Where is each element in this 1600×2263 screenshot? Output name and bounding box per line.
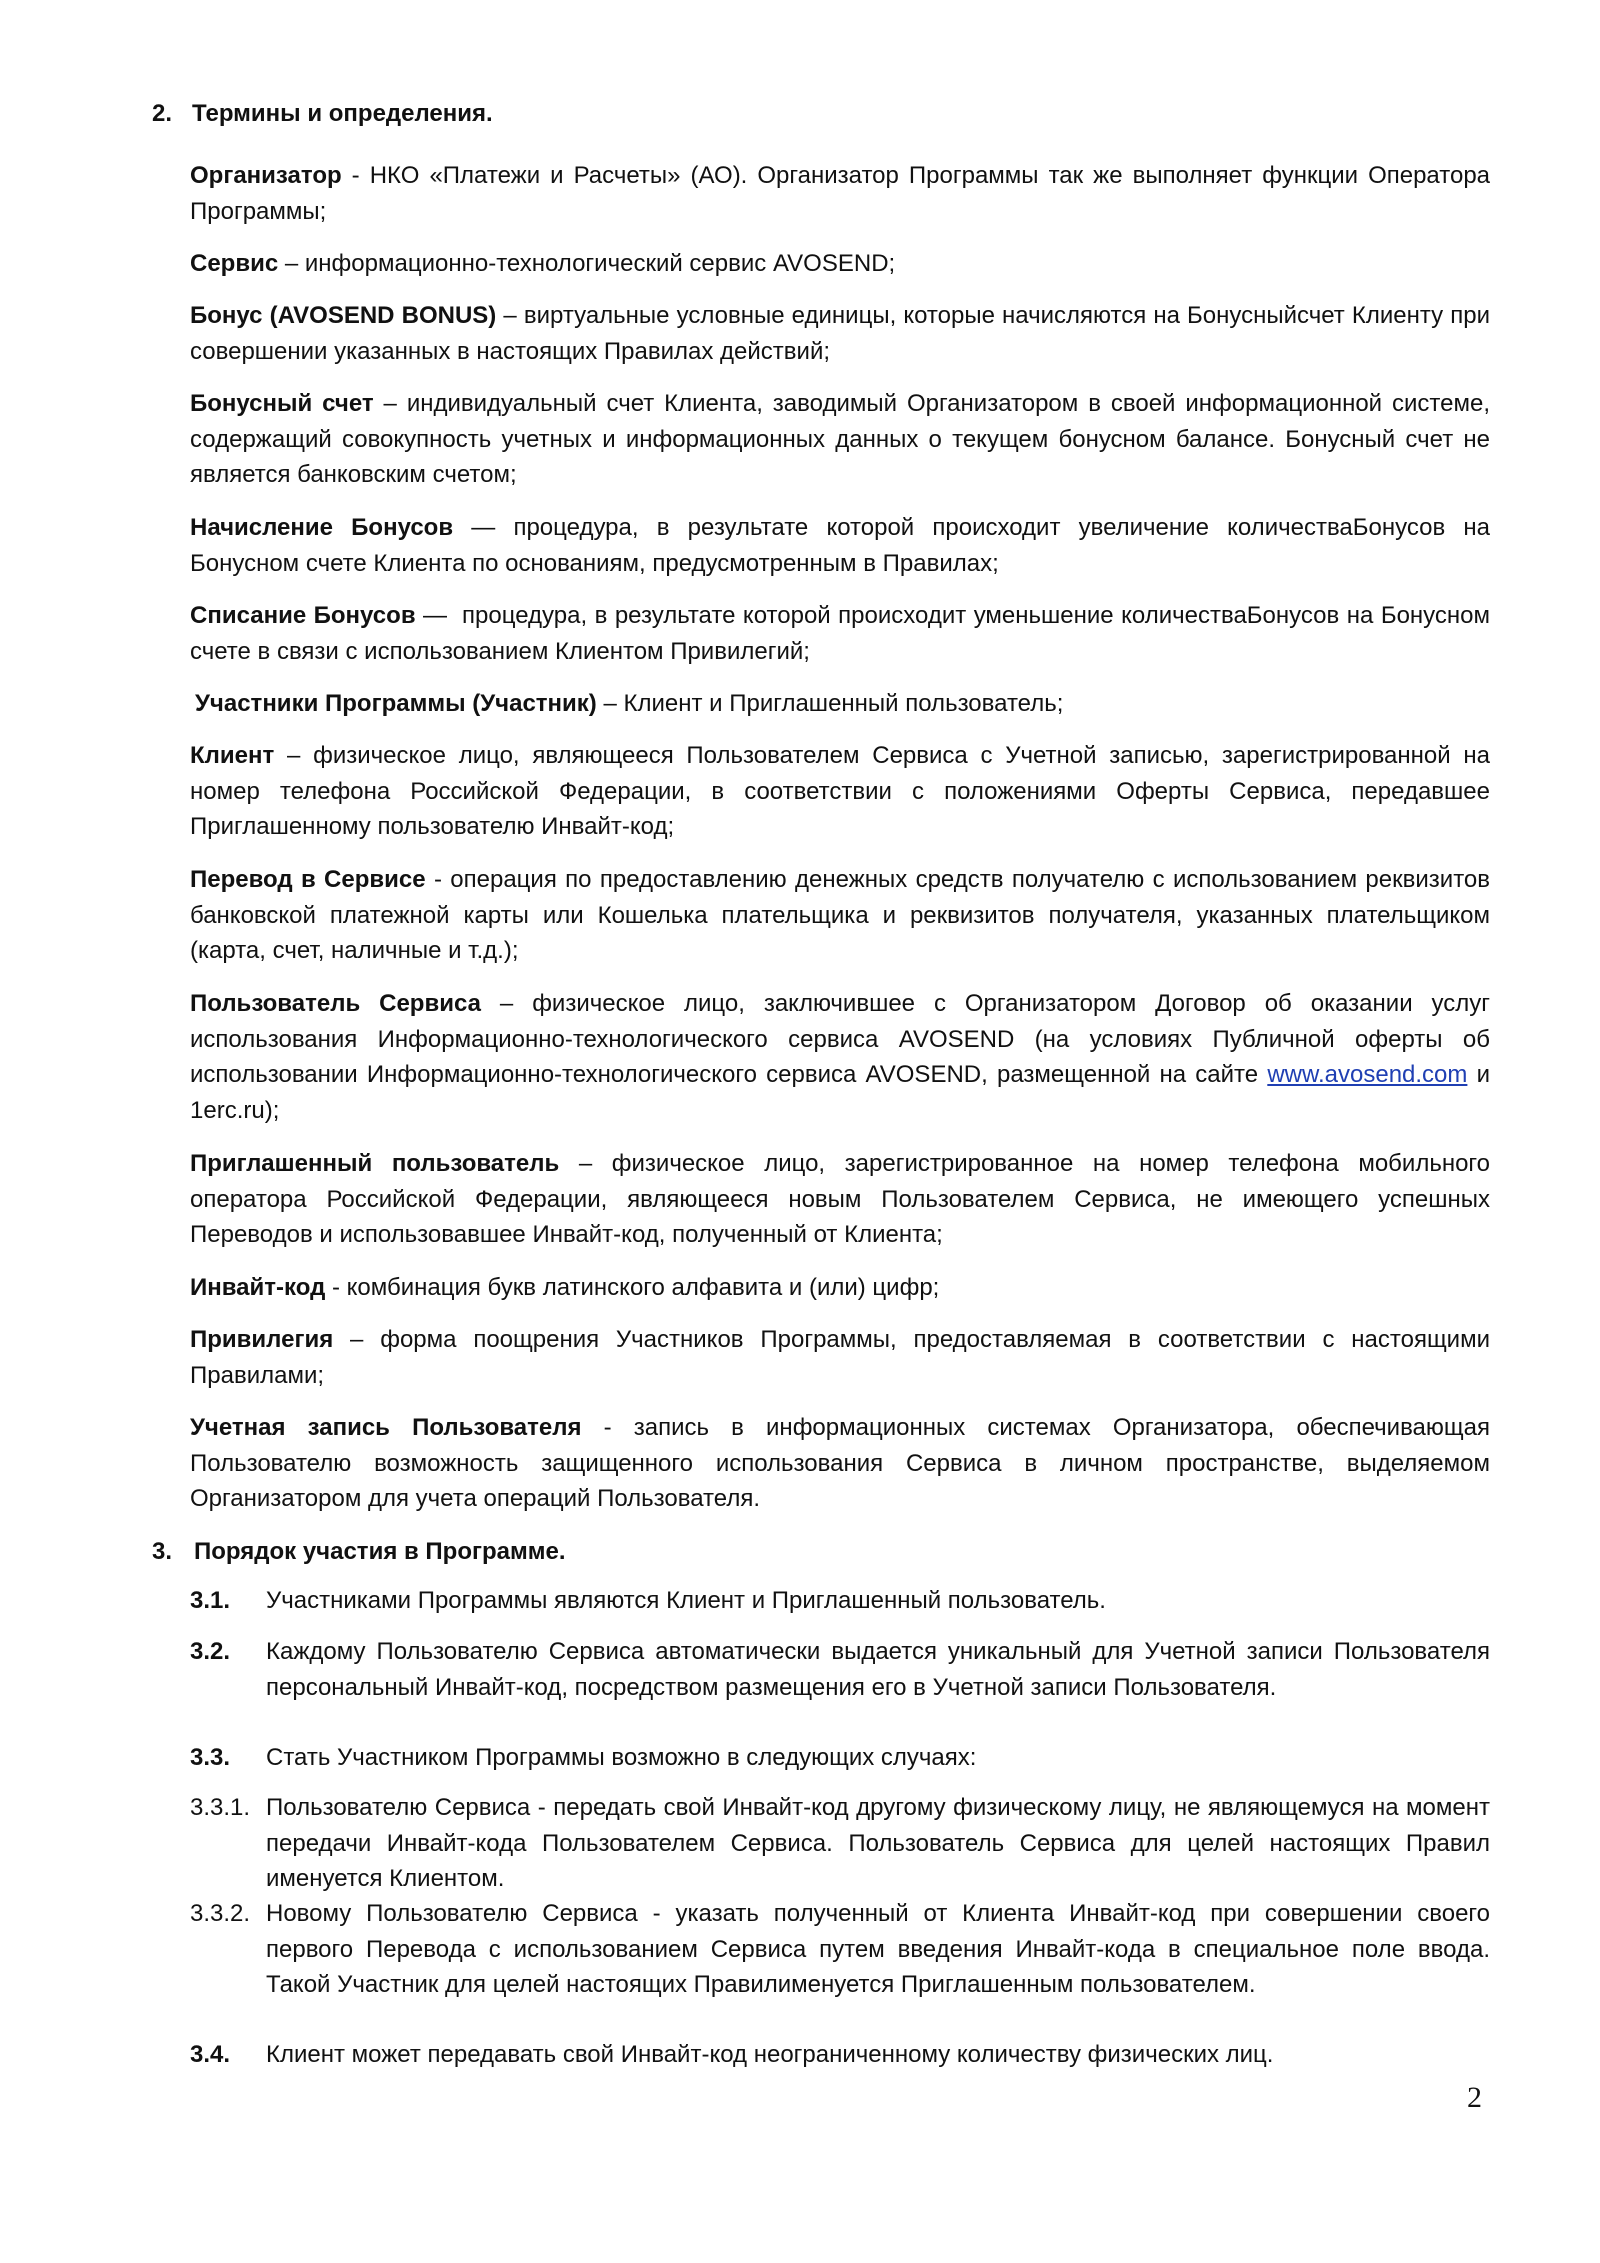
term-definition: физическое лицо, являющееся Пользователем Сервиса с Учетной записью, зарегистрированной на номер телефона Российской Федерации, в соответствии с положениями Оферты Сервиса, передавшее Приглашенному пользователю Инвайт-код; — [190, 742, 1491, 840]
section-2-title: Термины и определения. — [192, 100, 493, 127]
term-name: Начисление Бонусов — [190, 514, 454, 541]
clause-text: Пользователю Сервиса - передать свой Инвайт-код другому физическому лицу, не являющемуся на момент передачи Инвайт-кода Пользователем Сервиса. Пользователь Сервиса для целей настоящих Правил именуется Клиентом. — [266, 1794, 1490, 1892]
term-bonus-writeoff: Списание Бонусов — процедура, в результате которой происходит уменьшение количестваБонусов на Бонусном счете в связи с использованием Клиентом Привилегий; — [190, 602, 1490, 665]
term-definition: виртуальные условные единицы, которые начисляются на Бонусныйсчет Клиенту при совершении указанных в настоящих Правилах действий; — [190, 302, 1491, 365]
term-definition: индивидуальный счет Клиента, заводимый Организатором в своей информационной системе, содержащий совокупность учетных и информационных данных о текущем бонусном балансе. Бонусный счет не является банковским счетом; — [190, 390, 1490, 488]
term-definition: НКО «Платежи и Расчеты» (АО). Организатор Программы так же выполняет функции Оператора Программы; — [190, 162, 1491, 225]
term-name: Приглашенный пользователь — [190, 1150, 560, 1177]
term-definition: физическое лицо, заключившее с Организатором Договор об оказании услуг использования Информационно-технологического сервиса AVOSEND (на условиях Публичной оферты об использовании Информационно-технологического сервиса AVOSEND, размещенной на сайте — [190, 990, 1491, 1088]
term-definition: комбинация букв латинского алфавита и (или) цифр; — [346, 1274, 940, 1301]
term-name: Инвайт-код — [190, 1274, 326, 1301]
term-name: Перевод в Сервисе — [190, 866, 426, 893]
clause-3-2 — [190, 1634, 1490, 1705]
term-name: Участники Программы (Участник) — [195, 690, 597, 717]
term-definition: физическое лицо, зарегистрированное на номер телефона мобильного оператора Российской Федерации, являющееся новым Пользователем Сервиса, не имеющего успешных Переводов и использовавшее Инвайт-код, полученный от Клиента; — [190, 1150, 1491, 1248]
term-definition: процедура, в результате которой происходит уменьшение количестваБонусов на Бонусном счете в связи с использованием Клиентом Привилегий; — [190, 602, 1490, 665]
clause-number: 3.2. — [190, 1638, 231, 1665]
clause-text: Каждому Пользователю Сервиса автоматически выдается уникальный для Учетной записи Пользователя персональный Инвайт-код, посредством размещения его в Учетной записи Пользователя. — [266, 1638, 1490, 1701]
term-name: Списание Бонусов — [190, 602, 416, 629]
term-service-user: Пользователь Сервиса – физическое лицо, заключившее с Организатором Договор об оказании услуг использования Информационно-технологического сервиса AVOSEND (на условиях Публичной оферты об использовании Информационно-технологического сервиса AVOSEND, размещенной на сайте www.avosend.com и 1erc.ru); — [190, 990, 1491, 1124]
page-number: 2 — [1467, 2081, 1482, 2114]
clause-text: Стать Участником Программы возможно в следующих случаях: — [266, 1744, 977, 1771]
term-client: Клиент – физическое лицо, являющееся Пользователем Сервиса с Учетной записью, зарегистрированной на номер телефона Российской Федерации, в соответствии с положениями Оферты Сервиса, передавшее Приглашенному пользователю Инвайт-код; — [190, 742, 1491, 840]
term-bonus-account: Бонусный счет – индивидуальный счет Клиента, заводимый Организатором в своей информационной системе, содержащий совокупность учетных и информационных данных о текущем бонусном балансе. Бонусный счет не является банковским счетом; — [190, 390, 1490, 488]
term-invite-code: Инвайт-код - комбинация букв латинского алфавита и (или) цифр; — [190, 1274, 940, 1301]
term-bonus: Бонус (AVOSEND BONUS) – виртуальные условные единицы, которые начисляются на Бонусныйсчет Клиенту при совершении указанных в настоящих Правилах действий; — [190, 302, 1491, 365]
term-service: Сервис – информационно-технологический сервис AVOSEND; — [190, 250, 896, 277]
clause-text: Клиент может передавать свой Инвайт-код неограниченному количеству физических лиц. — [266, 2041, 1274, 2068]
term-name: Организатор — [190, 162, 342, 189]
term-participants: Участники Программы (Участник) – Клиент и Приглашенный пользователь; — [195, 690, 1064, 717]
term-name: Бонус (AVOSEND BONUS) — [190, 302, 497, 329]
term-privilege: Привилегия – форма поощрения Участников Программы, предоставляемая в соответствии с настоящими Правилами; — [190, 1326, 1490, 1389]
clause-number: 3.3.1. — [190, 1794, 251, 1821]
clause-3-4 — [190, 2037, 1490, 2073]
section-3-number: 3. — [152, 1538, 173, 1565]
term-name: Учетная запись Пользователя — [190, 1414, 582, 1441]
term-definition: процедура, в результате которой происходит увеличение количестваБонусов на Бонусном счете Клиента по основаниям, предусмотренным в Правилах; — [190, 514, 1490, 577]
term-bonus-accrual: Начисление Бонусов — процедура, в результате которой происходит увеличение количестваБонусов на Бонусном счете Клиента по основаниям, предусмотренным в Правилах; — [190, 514, 1490, 577]
clause-number: 3.3. — [190, 1744, 231, 1771]
term-name: Пользователь Сервиса — [190, 990, 481, 1017]
term-definition: Клиент и Приглашенный пользователь; — [623, 690, 1064, 717]
clause-3-3 — [190, 1740, 1490, 1776]
avosend-link[interactable]: www.avosend.com — [1267, 1061, 1468, 1088]
term-name: Привилегия — [190, 1326, 334, 1353]
term-transfer: Перевод в Сервисе - операция по предоставлению денежных средств получателю с использованием реквизитов банковской платежной карты или Кошелька плательщика и реквизитов получателя, указанных плательщиком (карта, счет, наличные и т.д.); — [190, 866, 1491, 964]
section-3-heading — [152, 1534, 566, 1569]
clause-3-1 — [190, 1583, 1490, 1619]
term-user-account: Учетная запись Пользователя - запись в информационных системах Организатора, обеспечивающая Пользователю возможность защищенного использования Сервиса в личном пространстве, выделяемом Организатором для учета операций Пользователя. — [190, 1414, 1490, 1512]
term-organizer: Организатор - НКО «Платежи и Расчеты» (АО). Организатор Программы так же выполняет функции Оператора Программы; — [190, 162, 1491, 225]
term-definition: операция по предоставлению денежных средств получателю с использованием реквизитов банковской платежной карты или Кошелька плательщика и реквизитов получателя, указанных плательщиком (карта, счет, наличные и т.д.); — [190, 866, 1491, 964]
clause-3-3-1 — [190, 1790, 1490, 1897]
term-name: Сервис — [190, 250, 279, 277]
section-2-number: 2. — [152, 100, 173, 127]
section-2-heading — [152, 96, 493, 131]
clause-3-3-2 — [190, 1896, 1490, 2003]
section-3-title: Порядок участия в Программе. — [194, 1538, 566, 1565]
clause-number: 3.1. — [190, 1587, 231, 1614]
term-name: Бонусный счет — [190, 390, 374, 417]
clause-number: 3.3.2. — [190, 1900, 251, 1927]
term-definition: запись в информационных системах Организатора, обеспечивающая Пользователю возможность защищенного использования Сервиса в личном пространстве, выделяемом Организатором для учета операций Пользователя. — [190, 1414, 1490, 1512]
term-invited-user: Приглашенный пользователь – физическое лицо, зарегистрированное на номер телефона мобильного оператора Российской Федерации, являющееся новым Пользователем Сервиса, не имеющего успешных Переводов и использовавшее Инвайт-код, полученный от Клиента; — [190, 1150, 1491, 1248]
term-definition: форма поощрения Участников Программы, предоставляемая в соответствии с настоящими Правилами; — [190, 1326, 1490, 1389]
clause-text: Новому Пользователю Сервиса - указать полученный от Клиента Инвайт-код при совершении своего первого Перевода с использованием Сервиса путем введения Инвайт-кода в специальное поле ввода. Такой Участник для целей настоящих Правилименуется Приглашенным пользователем. — [266, 1900, 1490, 1998]
term-definition-tail: и 1erc.ru); — [190, 1061, 1490, 1124]
clause-text: Участниками Программы являются Клиент и Приглашенный пользователь. — [266, 1587, 1106, 1614]
term-definition: информационно-технологический сервис AVOSEND; — [304, 250, 896, 277]
term-name: Клиент — [190, 742, 275, 769]
clause-number: 3.4. — [190, 2041, 231, 2068]
